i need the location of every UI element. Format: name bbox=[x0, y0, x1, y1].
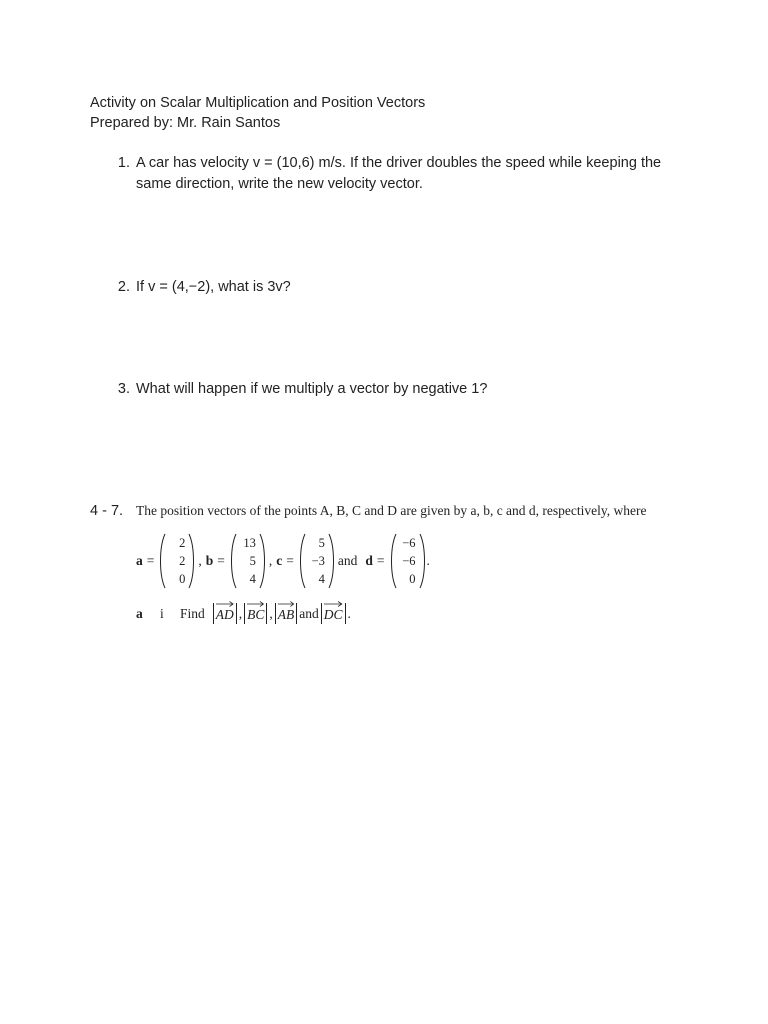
question-number: 3. bbox=[117, 381, 130, 397]
and-word: and bbox=[337, 553, 358, 568]
vector-d-matrix: −6 −6 0 bbox=[389, 533, 427, 589]
vector-arrow-icon bbox=[278, 601, 295, 607]
left-paren-icon bbox=[389, 533, 397, 589]
problem-intro: The position vectors of the points A, B, C and D are given by a, b, c and d, respectively, where bbox=[136, 503, 647, 518]
question-text: A car has velocity v = (10,6) m/s. If the driver doubles the speed while keeping the same direction, write the new velocity vector. bbox=[136, 155, 662, 192]
activity-title: Activity on Scalar Multiplication and Position Vectors bbox=[90, 95, 426, 111]
question-number: 1. bbox=[117, 155, 130, 171]
problem-block bbox=[136, 503, 647, 622]
vector-arrow-icon bbox=[216, 601, 234, 607]
left-paren-icon bbox=[158, 533, 166, 589]
magnitude-bc: BC bbox=[244, 603, 267, 624]
magnitude-dc: DC bbox=[321, 603, 346, 624]
part-a-i: a i Find AD , BC , AB and DC . bbox=[136, 603, 351, 624]
vector-label-b: b bbox=[205, 553, 214, 568]
find-word: Find bbox=[180, 605, 205, 621]
vector-definitions: a = 2 2 0 , b = 13 5 4 , c = 5 −3 4 and d = −6 −6 0 . bbox=[136, 533, 430, 589]
find-and-word: and bbox=[299, 605, 319, 621]
right-paren-icon bbox=[419, 533, 427, 589]
magnitude-ad: AD bbox=[213, 603, 237, 624]
vector-label-c: c bbox=[276, 553, 283, 568]
vector-a-matrix: 2 2 0 bbox=[158, 533, 196, 589]
magnitude-ab: AB bbox=[275, 603, 298, 624]
part-letter: a bbox=[136, 605, 143, 621]
question-text: What will happen if we multiply a vector by negative 1? bbox=[136, 381, 488, 397]
vector-arrow-icon bbox=[324, 601, 343, 607]
right-paren-icon bbox=[259, 533, 267, 589]
problem-label: 4 - 7. bbox=[90, 503, 124, 519]
vector-label-d: d bbox=[365, 553, 373, 568]
prepared-by: Prepared by: Mr. Rain Santos bbox=[90, 115, 281, 131]
vector-arrow-icon bbox=[247, 601, 264, 607]
left-paren-icon bbox=[229, 533, 237, 589]
right-paren-icon bbox=[328, 533, 336, 589]
vector-label-a: a bbox=[136, 553, 143, 568]
left-paren-icon bbox=[298, 533, 306, 589]
part-roman: i bbox=[160, 605, 164, 621]
document-header bbox=[90, 93, 425, 133]
question-text: If v = (4,−2), what is 3v? bbox=[136, 279, 291, 295]
right-paren-icon bbox=[188, 533, 196, 589]
vector-b-matrix: 13 5 4 bbox=[229, 533, 267, 589]
question-number: 2. bbox=[117, 279, 130, 295]
vector-c-matrix: 5 −3 4 bbox=[298, 533, 336, 589]
